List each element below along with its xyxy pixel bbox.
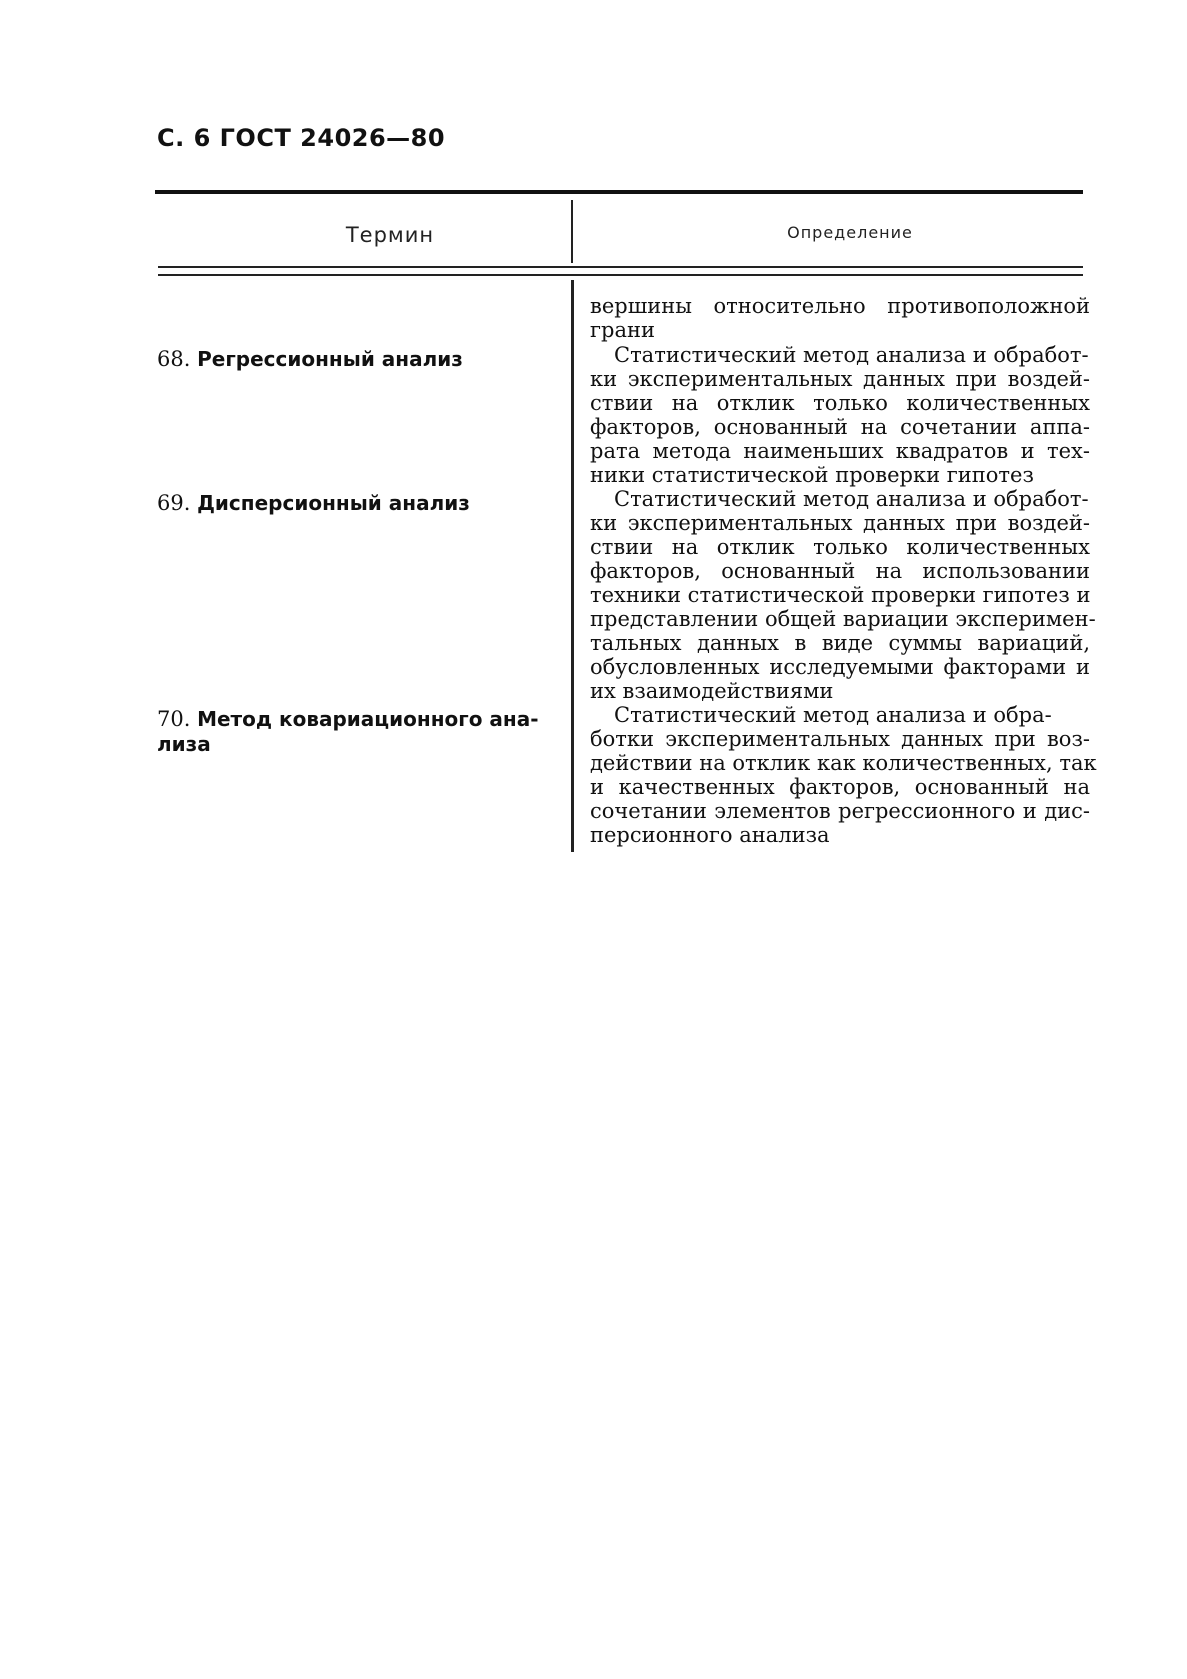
definition-line: ки экспериментальных данных при воздей- xyxy=(590,511,1090,535)
term-68 xyxy=(157,347,557,372)
definition-line: техники статистической проверки гипотез и xyxy=(590,583,1091,607)
definition-line: ствии на отклик только количественных xyxy=(590,391,1090,415)
term-number: 70. xyxy=(157,707,191,731)
definition-line: рата метода наименьших квадратов и тех- xyxy=(590,439,1090,463)
column-header-definition: Определение xyxy=(787,223,913,242)
definition-line: вершины относительно противоположной xyxy=(590,294,1090,318)
term-number: 68. xyxy=(157,347,191,371)
definition-line: и качественных факторов, основанный на xyxy=(590,775,1090,799)
definition-line: ствии на отклик только количественных xyxy=(590,535,1090,559)
definition-line: грани xyxy=(590,318,655,342)
header-column-divider xyxy=(571,200,573,263)
table-top-rule xyxy=(155,190,1083,194)
definition-line: ботки экспериментальных данных при воз- xyxy=(590,727,1090,751)
definition-line: Статистический метод анализа и обра- xyxy=(614,703,1052,727)
definition-line: тальных данных в виде суммы вариаций, xyxy=(590,631,1090,655)
definition-line: действии на отклик как количественных, так xyxy=(590,751,1097,775)
definition-line: их взаимодействиями xyxy=(590,679,834,703)
term-name: Регрессионный анализ xyxy=(197,347,463,371)
definition-line: представлении общей вариации эксперимен- xyxy=(590,607,1096,631)
term-70 xyxy=(157,707,557,757)
body-column-divider xyxy=(571,280,574,852)
definition-line: Статистический метод анализа и обработ- xyxy=(614,487,1089,511)
term-name: Метод ковариационного ана- xyxy=(197,707,539,731)
table-header-double-rule xyxy=(158,266,1083,276)
page-header: С. 6 ГОСТ 24026—80 xyxy=(157,124,446,152)
definition-line: сочетании элементов регрессионного и дис- xyxy=(590,799,1090,823)
definition-line: обусловленных исследуемыми факторами и xyxy=(590,655,1090,679)
definition-line: факторов, основанный на использовании xyxy=(590,559,1090,583)
definition-line: факторов, основанный на сочетании аппа- xyxy=(590,415,1090,439)
column-header-term: Термин xyxy=(345,223,435,247)
definition-line: ники статистической проверки гипотез xyxy=(590,463,1034,487)
term-name: Дисперсионный анализ xyxy=(197,491,470,515)
definition-line: Статистический метод анализа и обработ- xyxy=(614,343,1089,367)
term-name-continuation: лиза xyxy=(157,732,211,756)
term-69 xyxy=(157,491,557,516)
definition-line: персионного анализа xyxy=(590,823,830,847)
term-number: 69. xyxy=(157,491,191,515)
definition-line: ки экспериментальных данных при воздей- xyxy=(590,367,1090,391)
